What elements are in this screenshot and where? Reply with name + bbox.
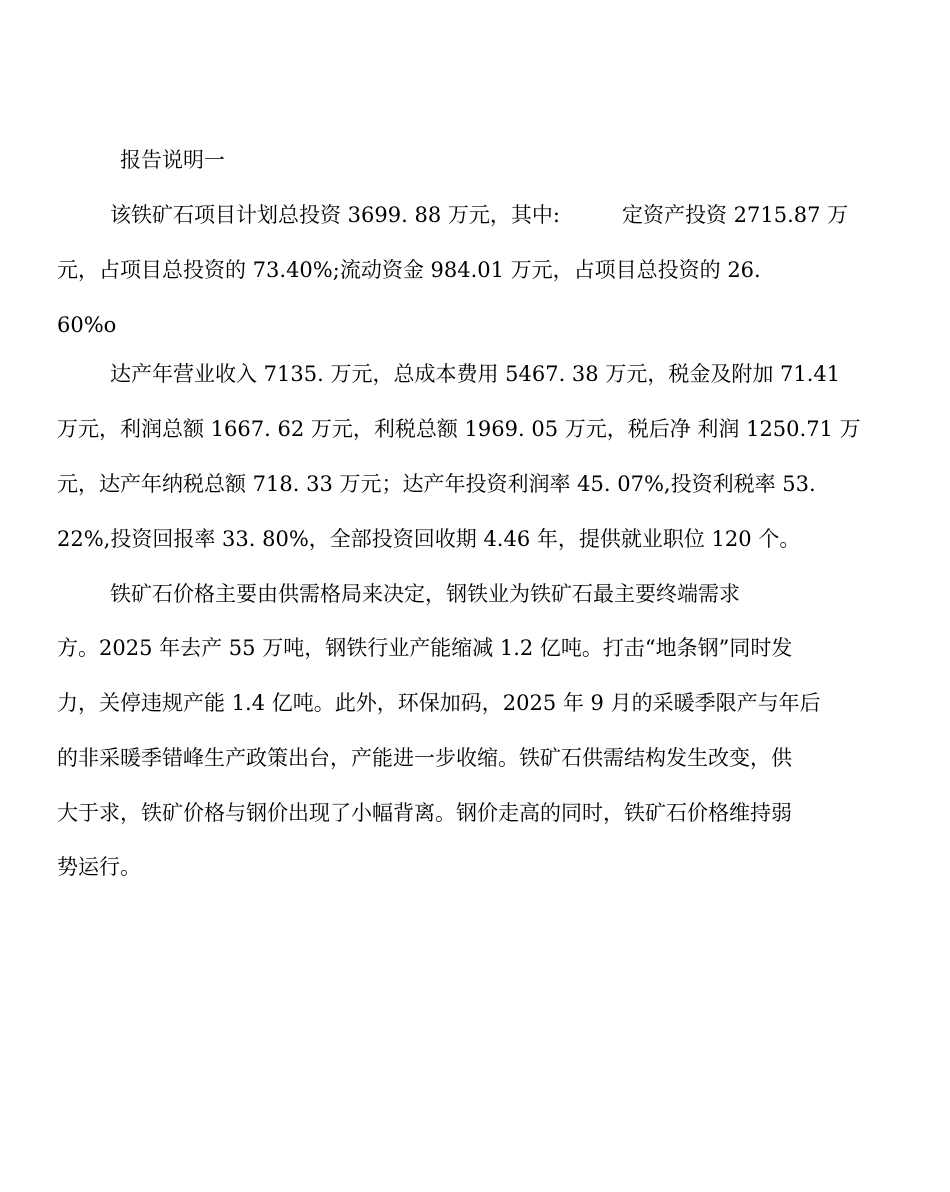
revenue-line-1: 达产年营业收入 7135. 万元，总成本费用 5467. 38 万元，税金及附加 71.41 — [110, 362, 841, 386]
revenue-line-4: 22%,投资回报率 33. 80%，全部投资回收期 4.46 年，提供就业职位 120 个。 — [57, 527, 801, 551]
report-heading: 报告说明一 — [120, 148, 225, 172]
market-line-1: 铁矿石价格主要由供需格局来决定，钢铁业为铁矿石最主要终端需求 — [110, 582, 740, 606]
revenue-line-2: 万元，利润总额 1667. 62 万元，利税总额 1969. 05 万元，税后净 利润 1250.71 万 — [57, 417, 861, 441]
investment-line-2: 元，占项目总投资的 73.40%;流动资金 984.01 万元，占项目总投资的 26. — [57, 258, 761, 282]
investment-line-3: 60%o — [57, 313, 117, 337]
market-line-2: 方。2025 年去产 55 万吨，钢铁行业产能缩减 1.2 亿吨。打击“地条钢”同时发 — [57, 636, 793, 660]
market-line-3: 力，关停违规产能 1.4 亿吨。此外，环保加码，2025 年 9 月的采暖季限产与年后 — [57, 691, 821, 715]
market-line-6: 势运行。 — [57, 855, 141, 879]
revenue-line-3: 元，达产年纳税总额 718. 33 万元；达产年投资利润率 45. 07%,投资利税率 53. — [57, 472, 816, 496]
market-line-5: 大于求，铁矿价格与钢价出现了小幅背离。钢价走高的同时，铁矿石价格维持弱 — [57, 801, 792, 825]
investment-line-1-part-a: 该铁矿石项目计划总投资 3699. 88 万元，其中: — [110, 203, 560, 227]
investment-line-1-part-b: 定资产投资 2715.87 万 — [621, 203, 849, 227]
market-line-4: 的非采暖季错峰生产政策出台，产能进一步收缩。铁矿石供需结构发生改变，供 — [57, 746, 792, 770]
investment-line-1 — [110, 201, 848, 229]
